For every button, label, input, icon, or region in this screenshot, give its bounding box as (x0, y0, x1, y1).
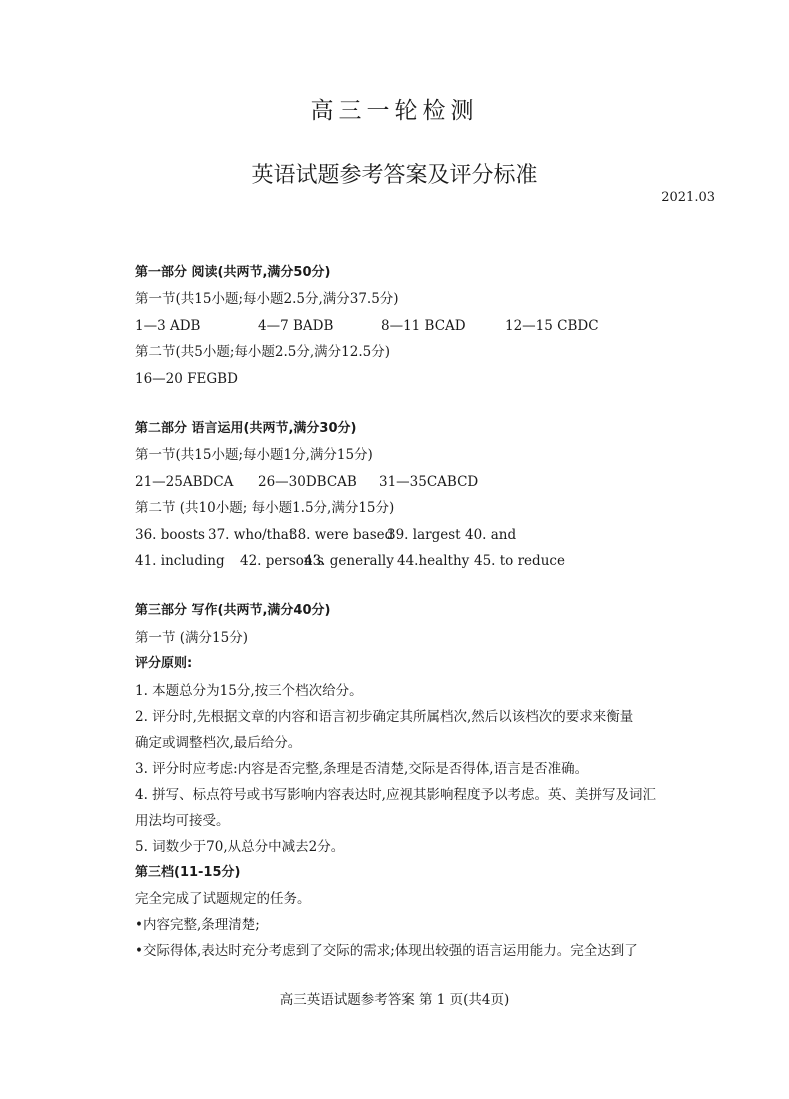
answer-36: 36. boosts (135, 527, 205, 543)
principles-label: 评分原则: (135, 656, 193, 671)
page-subtitle: 英语试题参考答案及评分标准 (251, 163, 538, 188)
rule-line: 5. 词数少于70,从总分中减去2分。 (135, 839, 345, 855)
answer-43: 43. generally (304, 553, 394, 569)
page-title: 高三一轮检测 (310, 98, 479, 124)
rule-line: 3. 评分时应考虑:内容是否完整,条理是否清楚,交际是否得体,语言是否准确。 (135, 761, 589, 777)
answer-1-3: 1—3 ADB (135, 318, 201, 334)
page-footer: 高三英语试题参考答案 第 1 页(共4页) (279, 992, 510, 1008)
part2-heading: 第二部分 语言运用(共两节,满分30分) (135, 421, 357, 436)
tier3-line: 完全完成了试题规定的任务。 (135, 891, 311, 907)
answer-31-35: 31—35CABCD (379, 474, 479, 490)
rule-line: 用法均可接受。 (135, 813, 230, 829)
rule-line: 确定或调整档次,最后给分。 (135, 735, 302, 751)
answer-39: 39. largest (387, 527, 461, 543)
part2-section1: 第一节(共15小题;每小题1分,满分15分) (135, 447, 373, 463)
tier3-line: •交际得体,表达时充分考虑到了交际的需求;体现出较强的语言运用能力。完全达到了 (135, 943, 638, 959)
answer-26-30: 26—30DBCAB (258, 474, 357, 490)
part1-section1: 第一节(共15小题;每小题2.5分,满分37.5分) (135, 291, 399, 307)
answer-4-7: 4—7 BADB (258, 318, 334, 334)
rule-line: 2. 评分时,先根据文章的内容和语言初步确定其所属档次,然后以该档次的要求来衡量 (135, 709, 634, 725)
answer-40: 40. and (465, 527, 517, 543)
answer-37: 37. who/that (208, 527, 295, 543)
answer-45: 45. to reduce (474, 553, 565, 569)
rule-line: 1. 本题总分为15分,按三个档次给分。 (135, 683, 363, 699)
part3-heading: 第三部分 写作(共两节,满分40分) (135, 603, 331, 618)
date: 2021.03 (661, 190, 715, 205)
part2-section2: 第二节 (共10小题; 每小题1.5分,满分15分) (135, 500, 395, 516)
part1-section2: 第二节(共5小题;每小题2.5分,满分12.5分) (135, 344, 390, 360)
answer-21-25: 21—25ABDCA (135, 474, 234, 490)
rule-line: 4. 拼写、标点符号或书写影响内容表达时,应视其影响程度予以考虑。英、美拼写及词汇 (135, 787, 656, 803)
answer-44: 44.healthy (397, 553, 470, 569)
answer-16-20: 16—20 FEGBD (135, 371, 238, 387)
part3-section1: 第一节 (满分15分) (135, 630, 249, 646)
answer-42: 42. person’s (240, 553, 324, 569)
answer-41: 41. including (135, 553, 225, 569)
tier3-heading: 第三档(11-15分) (135, 865, 241, 880)
answer-12-15: 12—15 CBDC (505, 318, 599, 334)
tier3-line: •内容完整,条理清楚; (135, 917, 260, 933)
answer-8-11: 8—11 BCAD (381, 318, 466, 334)
answer-38: 38. were based (289, 527, 394, 543)
part1-heading: 第一部分 阅读(共两节,满分50分) (135, 265, 331, 280)
